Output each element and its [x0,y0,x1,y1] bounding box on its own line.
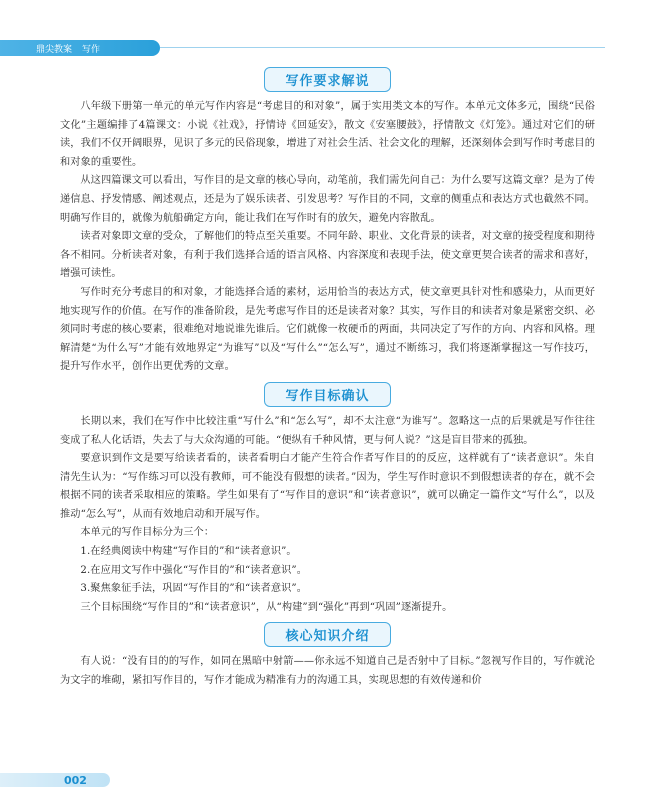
paragraph: 从这四篇课文可以看出，写作目的是文章的核心导向，动笔前，我们需先问自己：为什么要写这篇文章？是为了传递信息、抒发情感、阐述观点，还是为了娱乐读者、引发思考？写作目的不同，文章的侧重点和表达方式也截然不同。明确写作目的，就像为航船确定方向，能让我们在写作时有的放矢，避免内容散乱。 [60,175,595,224]
page-number: 002 [64,774,87,787]
paragraph: 写作时充分考虑目的和对象，才能选择合适的素材，运用恰当的表达方式，使文章更具针对性和感染力，从而更好地实现写作的价值。在写作的准备阶段，是先考虑写作目的还是读者对象？其实，写作目的和读者对象是紧密交织、必须同时考虑的核心要素，很难绝对地说谁先谁后。它们就像一枚硬币的两面，共同决定了写作的方向、内容和风格。理解清楚“为什么写”才能有效地界定“为谁写”以及“写什么”“怎么写”，通过不断练习，我们将逐渐掌握这一写作技巧，提升写作水平，创作出更优秀的文章。 [60,286,595,373]
paragraph: 本单元的写作目标分为三个： [80,527,215,539]
paragraph: 有人说：“没有目的的写作，如同在黑暗中射箭——你永远不知道自己是否射中了目标。”忽视写作目的，写作就沦为文字的堆砌，紧扣写作目的，写作才能成为精准有力的沟通工具，实现思想的有效传递和价 [60,656,595,687]
header-book-name: 鼎尖教案 [36,44,73,55]
section-title-core-knowledge: 核心知识介绍 [60,622,595,647]
section-title-requirements: 写作要求解说 [60,67,595,92]
section-title-goals: 写作目标确认 [60,382,595,407]
page-content [60,62,595,691]
header-section-name: 写作 [82,44,101,55]
header-tab [0,40,160,56]
paragraph: 八年级下册第一单元的单元写作内容是“考虑目的和对象”，属于实用类文本的写作。本单元文体多元，围绕“民俗文化”主题编排了4篇课文：小说《社戏》，抒情诗《回延安》，散文《安塞腰鼓》，抒情散文《灯笼》。通过对它们的研读，我们不仅开阔眼界，见识了多元的民俗现象，增进了对社会生活、社会文化的理解，还深刻体会到写作时考虑目的和对象的重要性。 [60,101,595,168]
header-divider [160,47,605,48]
goal-item: 3.聚焦象征手法，巩固“写作目的”和“读者意识”。 [80,583,308,595]
paragraph: 长期以来，我们在写作中比较注重“写什么”和“怎么写”，却不太注意“为谁写”。忽略这一点的后果就是写作往往变成了私人化话语，失去了与大众沟通的可能。“便纵有千种风情，更与何人说？”这是盲目带来的孤独。 [60,415,595,446]
goal-item: 1.在经典阅读中构建“写作目的”和“读者意识”。 [80,546,297,558]
footer-tab [0,773,110,787]
paragraph: 要意识到作文是要写给读者看的，读者看明白才能产生符合作者写作目的的反应，这样就有了“读者意识”。朱自清先生认为：“写作练习可以没有教师，可不能没有假想的读者。”因为，学生写作时意识不到假想读者的存在，就不会根据不同的读者采取相应的策略。学生如果有了“写作目的意识”和“读者意识”，就可以确定一篇作文“写什么”，以及推动“怎么写”，从而有效地启动和开展写作。 [60,453,595,520]
paragraph: 读者对象即文章的受众，了解他们的特点至关重要。不同年龄、职业、文化背景的读者，对文章的接受程度和期待各不相同。分析读者对象，有利于我们选择合适的语言风格、内容深度和表现手法，使文章更契合读者的需求和喜好，增强可读性。 [60,231,595,280]
goal-item: 2.在应用文写作中强化“写作目的”和“读者意识”。 [80,564,308,576]
paragraph: 三个目标围绕“写作目的”和“读者意识”，从“构建”到“强化”再到“巩固”逐渐提升。 [80,601,453,613]
